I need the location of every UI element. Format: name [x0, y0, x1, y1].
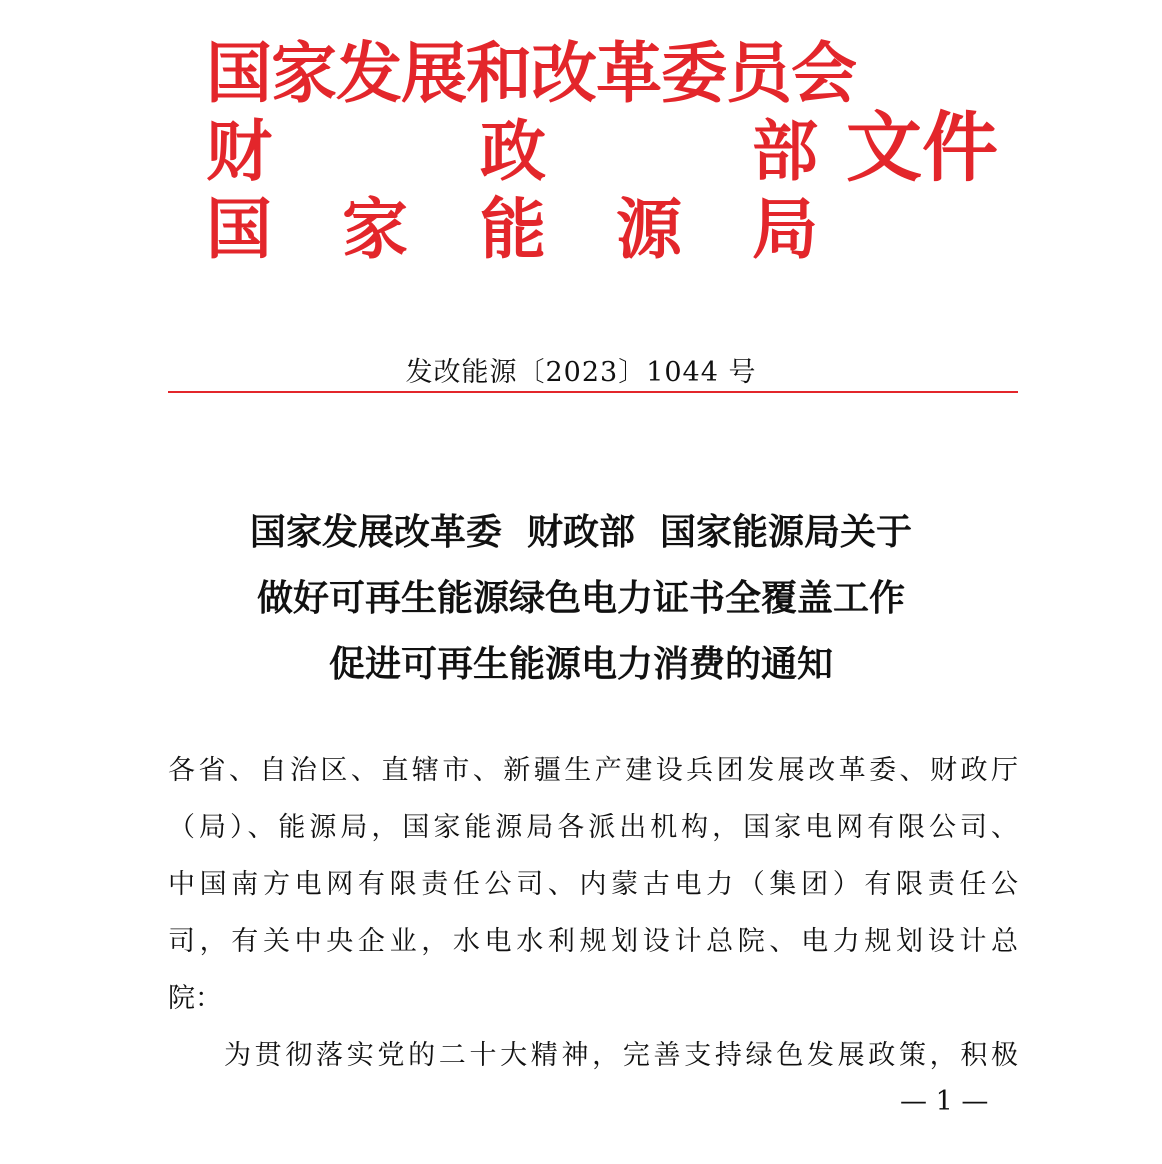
body-paragraph-start: 为贯彻落实党的二十大精神，完善支持绿色发展政策，积极 [224, 1040, 1018, 1071]
issuer-char: 能 [480, 190, 546, 268]
addressee-line: 院： [168, 983, 222, 1014]
issuer-char: 财 [206, 112, 272, 190]
issuer-char: 部 [752, 112, 818, 190]
issuer-char: 局 [752, 190, 818, 268]
addressee-line: （局）、能源局，国家能源局各派出机构，国家电网有限公司、 [168, 812, 1018, 843]
addressee-line: 各省、自治区、直辖市、新疆生产建设兵团发展改革委、财政厅 [168, 755, 1018, 786]
issuer-char: 国 [206, 190, 272, 268]
issuer-line-ndrc: 国家发展和改革委员会 [206, 34, 856, 112]
header-divider [168, 391, 1018, 393]
title-line: 促进可再生能源电力消费的通知 [328, 643, 833, 685]
issuer-char: 家 [342, 190, 408, 268]
issuer-char: 政 [480, 112, 546, 190]
document-number: 发改能源〔2023〕1044 号 [405, 357, 757, 388]
title-line: 做好可再生能源绿色电力证书全覆盖工作 [256, 577, 905, 619]
issuer-char: 源 [616, 190, 682, 268]
page-number: — 1 — [900, 1086, 989, 1117]
addressee-line: 中国南方电网有限责任公司、内蒙古电力（集团）有限责任公 [168, 869, 1018, 900]
title-line: 国家发展改革委 财政部 国家能源局关于 [249, 511, 913, 553]
addressee-line: 司，有关中央企业，水电水利规划设计总院、电力规划设计总 [168, 926, 1018, 957]
document-type-label: 文件 [846, 103, 998, 192]
